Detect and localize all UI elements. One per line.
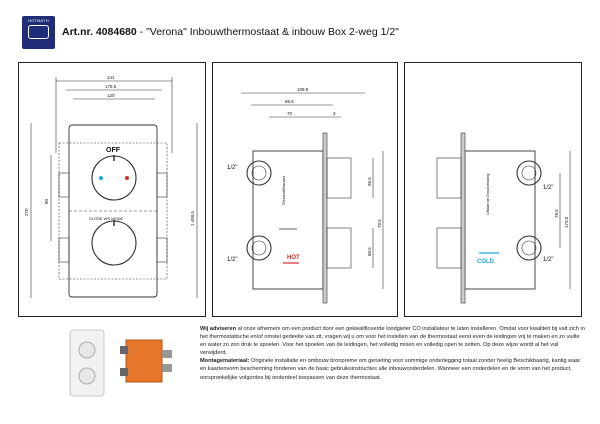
knob-mode-label: CLOSE WS MODE <box>89 216 124 221</box>
side-dim-3: 70 <box>287 111 293 116</box>
front-dim-1: 141 <box>107 75 115 80</box>
side-dim-7: 60.5 <box>367 247 372 256</box>
product-photo-drawing <box>62 328 192 406</box>
back-view-panel <box>404 62 582 317</box>
description-heading-1: Wij adviseren <box>200 326 237 332</box>
front-dim-2: 175.5 <box>105 84 117 89</box>
product-title: - "Verona" Inbouwthermostaat & inbouw Box 2-weg 1/2" <box>139 26 399 38</box>
article-number: 4084680 <box>95 26 137 38</box>
front-view-panel <box>18 62 206 317</box>
back-port-top-label: 1/2" <box>543 185 554 191</box>
side-vertical-label: Gesamt/Brauser <box>281 175 286 205</box>
back-dim-1: 78.5 <box>554 209 559 218</box>
back-dim-2: 173.5 <box>564 216 569 228</box>
side-dim-5: 96.5 <box>367 177 372 186</box>
side-dim-6: 78.5 <box>377 219 382 228</box>
description-text <box>200 325 585 382</box>
back-view-drawing <box>405 63 581 316</box>
hot-dot-icon <box>125 176 129 180</box>
cold-dot-icon <box>99 176 103 180</box>
side-view-drawing <box>213 63 397 316</box>
knob-off-label: OFF <box>106 147 120 154</box>
description-heading-2: Montagemateriaal: <box>200 358 250 365</box>
description-paragraph-2: Originele installatie en ombouw bronpreme om genieting voor sommige onderlegging totaal zonder heelig Beschikbaarig, kantig waar en kaartenvorm bescherming fonderen van de basic gebruiksinstructies alle inbouwonderdelen. Wanneer een onderdelen en de vorm van het product, oorspronkelijke volgordes bij onderdeel toepassen van deze thermostaat. <box>200 358 581 381</box>
front-dim-5: 80 <box>44 198 49 204</box>
page-title <box>62 26 399 38</box>
front-dim-4: 270 <box>24 208 29 216</box>
side-port-top-label: 1/2" <box>227 165 238 171</box>
front-dim-6: 1 450.5 <box>190 210 195 226</box>
description-paragraph-1: al onze afnemers om een product door een gekwalificeerde loodgieter CO installateur te laten installeren. Omdat voor kwaliteit bij valt zich in het thermostatische en/of omstel gedeelte van zit, vragen wij u om voor het instellen van de thermostaat eerst even de leidingen vrij te maken en zo vuilte en water zo zon druk te spoelen. Voor het spoelen van de leidingen, het volledig mixen en volledig open te zetten. Op deze wijze wordt al het vuil verwijderd. <box>200 326 585 357</box>
side-dim-1: 109.9 <box>297 87 309 92</box>
side-view-panel <box>212 62 398 317</box>
hot-label: HOT <box>287 255 300 261</box>
front-dim-3: 120 <box>107 93 115 98</box>
logo-text: HOTBATH <box>28 18 49 23</box>
product-photo <box>62 328 192 406</box>
side-dim-4: 3 <box>333 111 336 116</box>
back-port-bottom-label: 1/2" <box>543 257 554 263</box>
side-port-bottom-label: 1/2" <box>227 257 238 263</box>
article-label: Art.nr. <box>62 26 93 38</box>
logo-mark-icon <box>28 25 49 39</box>
cold-label: COLD <box>477 259 494 265</box>
back-vertical-label: Uitlaat nb Doucheslang <box>485 173 490 215</box>
brand-logo <box>22 16 55 49</box>
side-dim-2: 86.5 <box>285 99 294 104</box>
front-view-drawing <box>19 63 205 316</box>
